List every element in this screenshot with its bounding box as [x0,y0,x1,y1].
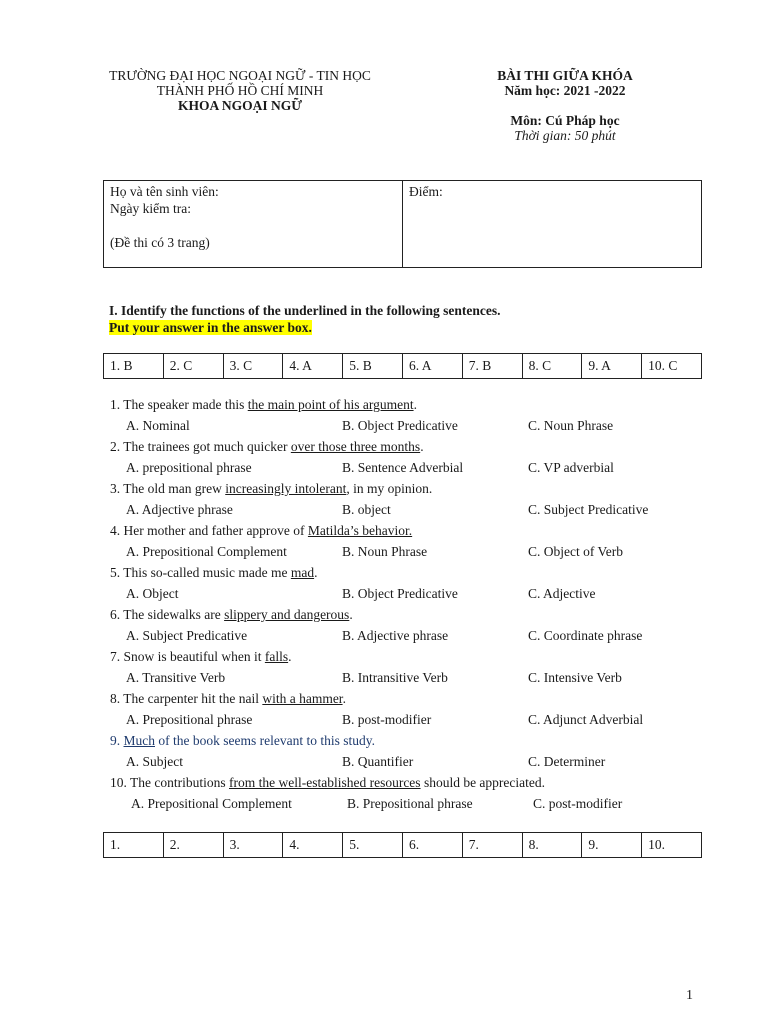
underlined-target: Much [123,733,155,748]
answer-option: C. Determiner [528,754,606,769]
answer-option: B. Adjective phrase [342,628,449,643]
question-text [110,564,317,581]
answer-cell: 3. [224,833,284,857]
question-text [110,480,432,497]
answer-option: B. Object Predicative [342,418,458,433]
answer-cell: 5. B [343,354,403,378]
question-tail: should be appreciated. [420,775,546,790]
underlined-target: Matilda’s behavior. [307,523,413,538]
question-text [110,396,417,413]
answer-option: A. Adjective phrase [126,502,233,517]
student-info-left [104,181,403,267]
answer-option: C. post-modifier [533,796,623,811]
answer-option: A. Prepositional phrase [126,712,253,727]
underlined-target: from the well-established resources [229,775,421,790]
page-number: 1 [686,988,693,1003]
answer-option: B. Intransitive Verb [342,670,448,685]
answer-cell: 4. [283,833,343,857]
answer-cell: 6. A [403,354,463,378]
answer-option: C. Object of Verb [528,544,623,559]
faculty-name: KHOA NGOẠI NGỮ [177,98,302,113]
answer-option: A. Transitive Verb [126,670,226,685]
answer-cell: 9. [582,833,642,857]
answer-option: C. VP adverbial [528,460,614,475]
question-tail: . [342,691,346,706]
underlined-target: increasingly intolerant [225,481,347,496]
question-text [110,648,292,665]
answer-cell: 1. [104,833,164,857]
answer-option: C. Subject Predicative [528,502,649,517]
answer-option: A. Object [126,586,179,601]
question-lead: 2. The trainees got much quicker [110,439,291,454]
exam-date-label: Ngày kiểm tra: [110,201,191,216]
answer-cell: 6. [403,833,463,857]
answer-cell: 10. C [648,358,678,373]
score-label: Điểm: [409,184,443,199]
answer-option: B. Sentence Adverbial [342,460,464,475]
answer-option: B. Quantifier [342,754,414,769]
underlined-target: the main point of his argument [247,397,414,412]
question-lead: 3. The old man grew [110,481,226,496]
answer-option: B. post-modifier [342,712,432,727]
answer-option: B. object [342,502,391,517]
exam-title: BÀI THI GIỮA KHÓA [497,68,633,83]
question-tail: . [413,397,417,412]
question-tail: . [349,607,353,622]
answer-option: B. Noun Phrase [342,544,428,559]
underlined-target: over those three months [290,439,421,454]
question-lead: 5. This so-called music made me [110,565,291,580]
answer-option: C. Intensive Verb [528,670,622,685]
answer-option: A. Prepositional Complement [131,796,292,811]
city-name: THÀNH PHỐ HỒ CHÍ MINH [156,83,324,98]
question-tail: of the book seems relevant to this study. [155,733,375,748]
answer-cell: 4. A [283,354,343,378]
answer-cell: 3. C [224,354,284,378]
question-text [110,732,375,749]
underlined-target: with a hammer [262,691,343,706]
question-lead: 10. The contributions [110,775,229,790]
answer-option: C. Adjunct Adverbial [528,712,644,727]
exam-duration: Thời gian: 50 phút [514,128,616,143]
question-lead: 4. Her mother and father approve of [110,523,308,538]
answer-option: A. Prepositional Complement [126,544,287,559]
question-text [110,606,353,623]
section-title: I. Identify the functions of the underlined in the following sentences. [109,303,501,318]
answer-option: C. Coordinate phrase [528,628,643,643]
answer-option: A. Subject Predicative [126,628,248,643]
answer-option: A. Subject [126,754,183,769]
exam-header [440,68,690,143]
answer-cell: 2. [164,833,224,857]
question-lead: 1. The speaker made this [110,397,248,412]
question-tail: . [288,649,292,664]
page-count-note: (Đề thi có 3 trang) [110,235,210,250]
answer-option: C. Noun Phrase [528,418,614,433]
question-text [110,774,545,791]
student-name-label: Họ và tên sinh viên: [110,184,219,199]
answer-cell: 7. B [463,354,523,378]
answer-cell: 5. [343,833,403,857]
section-instruction: Put your answer in the answer box. [109,320,312,335]
answer-grid [103,353,702,379]
school-year: Năm học: 2021 -2022 [504,83,626,98]
question-text [110,690,346,707]
answer-cell: 10. [648,837,666,852]
question-tail: . [314,565,318,580]
answer-cell: 8. C [523,354,583,378]
question-lead: 8. The carpenter hit the nail [110,691,263,706]
underlined-target: falls [264,649,289,664]
question-tail: . [420,439,424,454]
subject-name: Môn: Cú Pháp học [510,113,620,128]
answer-cell: 1. B [104,354,164,378]
question-lead: 6. The sidewalks are [110,607,225,622]
student-info-box [103,180,702,268]
blank-answer-grid [103,832,702,858]
question-text [110,522,412,539]
answer-cell: 9. A [582,354,642,378]
section-heading [109,302,501,336]
underlined-target: mad [290,565,315,580]
answer-cell: 2. C [164,354,224,378]
answer-option: B. Object Predicative [342,586,458,601]
answer-option: C. Adjective [528,586,596,601]
answer-cell: 8. [523,833,583,857]
score-cell [403,181,701,267]
answer-option: B. Prepositional phrase [347,796,473,811]
answer-option: A. Nominal [126,418,190,433]
question-lead: 7. Snow is beautiful when it [110,649,265,664]
question-lead: 9. [110,733,124,748]
answer-option: A. prepositional phrase [126,460,252,475]
school-header [80,68,400,113]
school-name: TRƯỜNG ĐẠI HỌC NGOẠI NGỮ - TIN HỌC [109,68,371,83]
question-text [110,438,424,455]
question-tail: , in my opinion. [346,481,433,496]
underlined-target: slippery and dangerous [224,607,350,622]
answer-cell: 7. [463,833,523,857]
